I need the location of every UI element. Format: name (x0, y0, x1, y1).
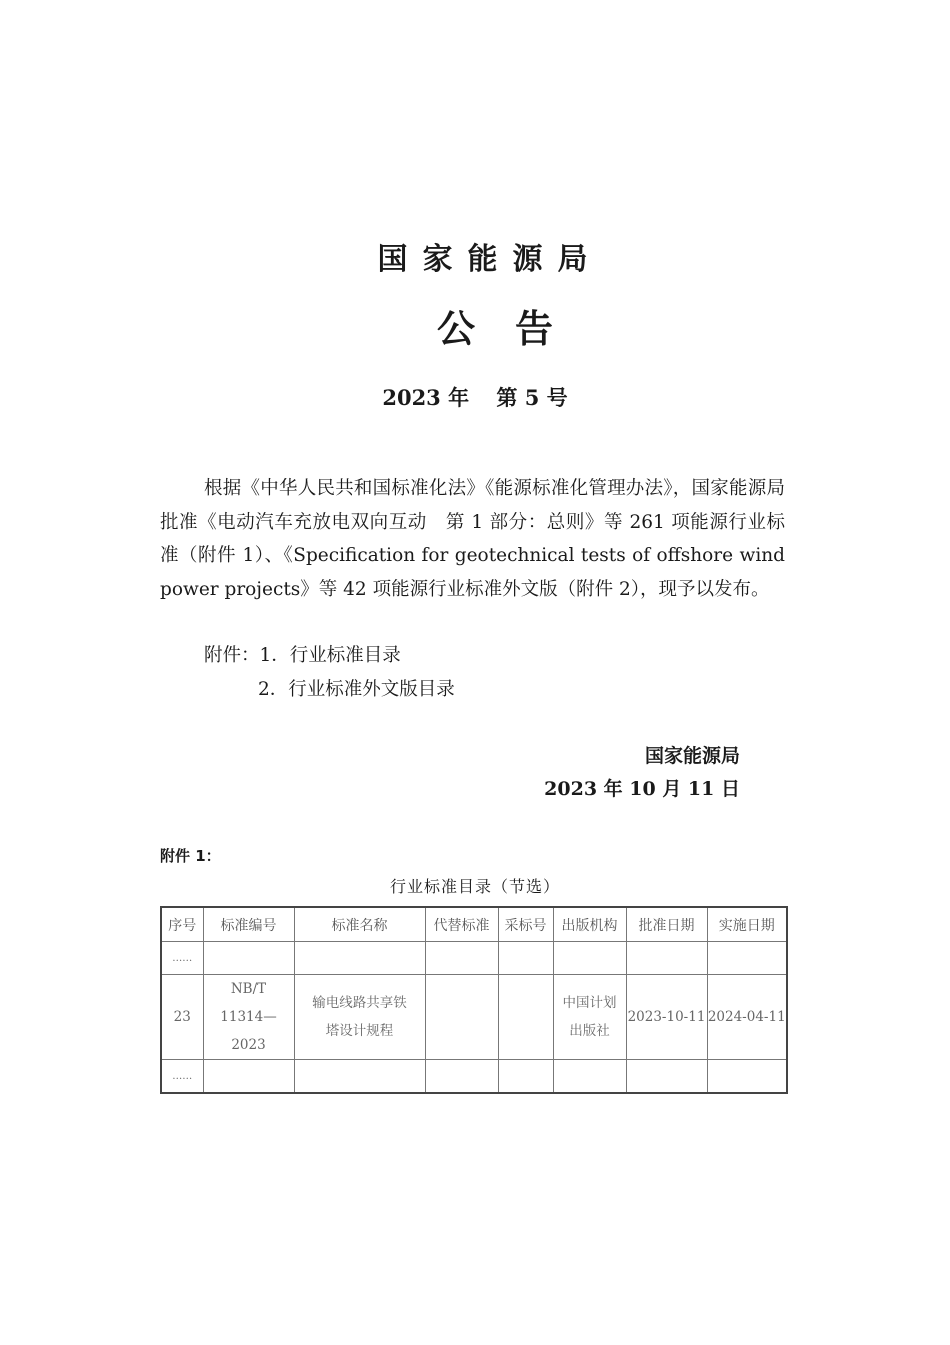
col-header-effective-date: 实施日期 (707, 907, 787, 942)
table-row (161, 975, 787, 1060)
cell-adopted (498, 975, 553, 1060)
document-type: 公告 (436, 307, 593, 351)
cell-replaces (425, 975, 498, 1060)
cell-approval-date: 2023-10-11 (626, 975, 707, 1060)
cell-seq: 23 (161, 975, 203, 1060)
table-title: 行业标准目录（节选） (389, 877, 560, 896)
cell-publisher (553, 975, 626, 1060)
col-header-seq: 序号 (161, 907, 203, 942)
document-issue-number: 第 5 号 (496, 385, 568, 410)
table-header-row (161, 907, 787, 942)
cell-code (203, 975, 294, 1060)
attachment-list-item-2: 2．行业标准外文版目录 (258, 679, 455, 700)
cell-name (294, 975, 425, 1060)
standards-table (160, 906, 788, 1094)
cell-code-line1: NB/T (230, 981, 267, 997)
issuing-agency: 国家能源局 (377, 242, 603, 277)
table-row-ellipsis (161, 942, 787, 975)
cell-publisher-line1: 中国计划 (562, 995, 617, 1011)
table-row-ellipsis (161, 1060, 787, 1094)
col-header-replaces: 代替标准 (425, 907, 498, 942)
cell-publisher-line2: 出版社 (569, 1023, 610, 1039)
attachment-list-item-1: 附件：1．行业标准目录 (204, 645, 401, 666)
signature-date: 2023 年 10 月 11 日 (544, 778, 740, 800)
cell-code-line2: 11314—2023 (220, 1009, 277, 1053)
col-header-name: 标准名称 (294, 907, 425, 942)
cell-name-line2: 塔设计规程 (325, 1023, 394, 1039)
document-year: 2023 年 (382, 385, 470, 410)
col-header-approval-date: 批准日期 (626, 907, 707, 942)
announcement-paragraph: 根据《中华人民共和国标准化法》《能源标准化管理办法》，国家能源局批准《电动汽车充放电双向互动 第 1 部分：总则》等 261 项能源行业标准（附件 1）、《Specification for geotechnical tests of offshore wind power projects》等 42 项能源行业标准外文版（附件 2），现予以发布。 (160, 478, 785, 600)
attachment-label: 附件 1： (160, 847, 221, 865)
signature-agency: 国家能源局 (644, 745, 740, 767)
col-header-adopted: 采标号 (498, 907, 553, 942)
ellipsis-cell: …… (161, 1060, 203, 1094)
col-header-code: 标准编号 (203, 907, 294, 942)
cell-name-line1: 输电线路共享铁 (312, 995, 407, 1011)
document-number (0, 382, 950, 412)
ellipsis-cell: …… (161, 942, 203, 975)
cell-effective-date: 2024-04-11 (707, 975, 787, 1060)
col-header-publisher: 出版机构 (553, 907, 626, 942)
